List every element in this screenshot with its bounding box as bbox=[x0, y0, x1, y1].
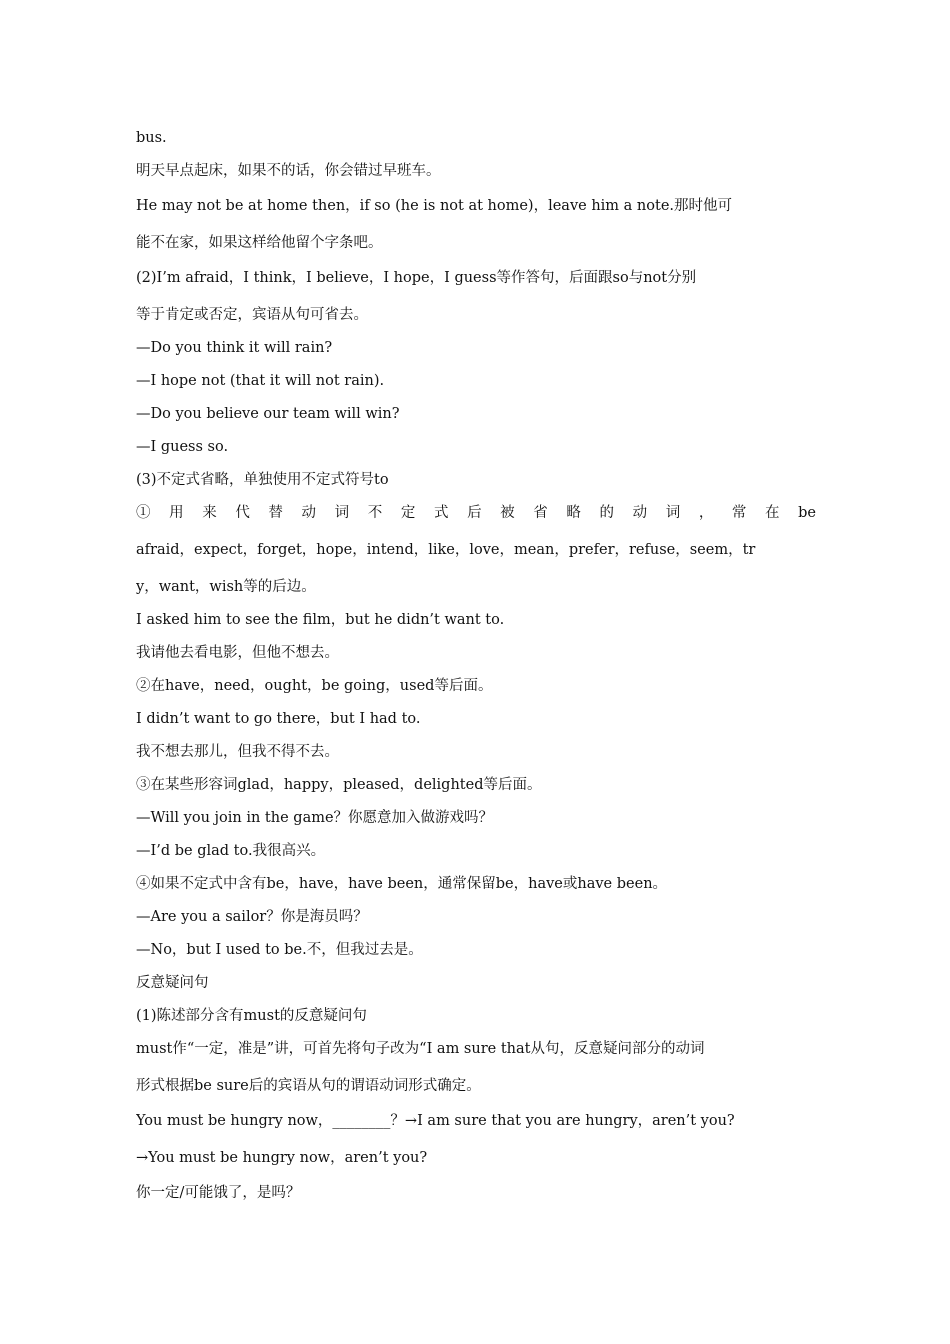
text-line: —Will you join in the game？你愿意加入做游戏吗？ bbox=[136, 810, 494, 826]
text-line: (1)陈述部分含有must的反意疑问句 bbox=[136, 1008, 367, 1024]
text-line: He may not be at home then，if so (he is not at home)，leave him a note.那时他可 bbox=[136, 198, 733, 214]
text-line: ④如果不定式中含有be，have，have been，通常保留be，have或have been。 bbox=[136, 876, 668, 892]
text-line: 等于肯定或否定，宾语从句可省去。 bbox=[136, 307, 368, 323]
text-line: 明天早点起床，如果不的话，你会错过早班车。 bbox=[136, 163, 441, 179]
text-line: (2)I’m afraid，I think，I believe，I hope，I guess等作答句，后面跟so与not分别 bbox=[136, 270, 697, 286]
text-line: →You must be hungry now，aren’t you? bbox=[136, 1150, 428, 1166]
text-line: 能不在家，如果这样给他留个字条吧。 bbox=[136, 235, 383, 251]
text-line: y，want，wish等的后边。 bbox=[136, 579, 316, 595]
text-line: 我不想去那儿，但我不得不去。 bbox=[136, 744, 339, 760]
section-heading: 反意疑问句 bbox=[136, 975, 209, 991]
text-line: must作“一定，准是”讲，可首先将句子改为“I am sure that从句，反意疑问部分的动词 bbox=[136, 1041, 705, 1057]
text-line: bus. bbox=[136, 130, 167, 146]
text-line: —Do you believe our team will win? bbox=[136, 406, 400, 422]
text-line: —I’d be glad to.我很高兴。 bbox=[136, 843, 326, 859]
text-line: ① 用 来 代 替 动 词 不 定 式 后 被 省 略 的 动 词 ， 常 在 be bbox=[136, 505, 816, 521]
text-line: —I hope not (that it will not rain). bbox=[136, 373, 385, 389]
text-line: —No，but I used to be.不，但我过去是。 bbox=[136, 942, 423, 958]
text-line: 形式根据be sure后的宾语从句的谓语动词形式确定。 bbox=[136, 1078, 481, 1094]
text-line: 我请他去看电影，但他不想去。 bbox=[136, 645, 339, 661]
text-line: —Do you think it will rain? bbox=[136, 340, 333, 356]
document-page bbox=[136, 118, 816, 1203]
text-line: I didn’t want to go there，but I had to. bbox=[136, 711, 421, 727]
text-line: (3)不定式省略，单独使用不定式符号to bbox=[136, 472, 389, 488]
text-line: —I guess so. bbox=[136, 439, 229, 455]
text-line: —Are you a sailor？你是海员吗？ bbox=[136, 909, 368, 925]
text-line: ③在某些形容词glad，happy，pleased，delighted等后面。 bbox=[136, 777, 542, 793]
text-line: 你一定/可能饿了，是吗？ bbox=[136, 1185, 301, 1201]
text-line: You must be hungry now，________？→I am sure that you are hungry，aren’t you? bbox=[136, 1113, 735, 1129]
text-line: afraid，expect，forget，hope，intend，like，love，mean，prefer，refuse，seem，tr bbox=[136, 542, 756, 558]
text-line: ②在have，need，ought，be going，used等后面。 bbox=[136, 678, 493, 694]
text-line: I asked him to see the film，but he didn’t want to. bbox=[136, 612, 505, 628]
